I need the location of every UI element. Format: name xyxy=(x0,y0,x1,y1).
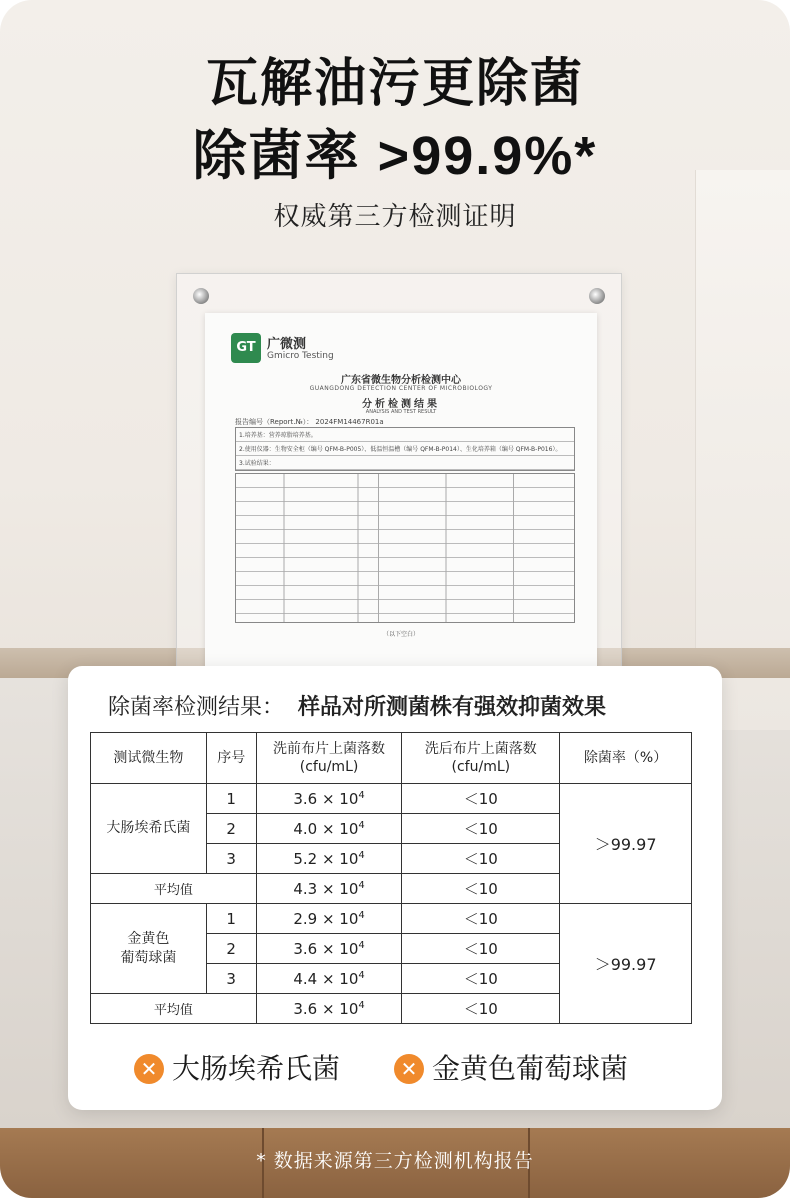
doc-center-name: 广东省微生物分析检测中心 xyxy=(341,375,461,386)
table-header-row xyxy=(91,733,692,784)
doc-brand-en: Gmicro Testing xyxy=(267,351,334,361)
before-cell: $4.4 \times 10^4$ xyxy=(256,964,402,994)
after-cell: ＜10 xyxy=(402,904,560,934)
screw-icon xyxy=(589,288,605,304)
header-rate: 除菌率（%） xyxy=(560,733,692,784)
after-cell: ＜10 xyxy=(402,814,560,844)
doc-center-name-en: GUANGDONG DETECTION CENTER OF MICROBIOLOGY xyxy=(309,385,493,392)
seq-cell: 2 xyxy=(206,814,256,844)
header-after: 洗后布片上菌落数 (cfu/mL) xyxy=(402,733,560,784)
after-cell: ＜10 xyxy=(402,844,560,874)
before-cell: $5.2 \times 10^4$ xyxy=(256,844,402,874)
seq-cell: 1 xyxy=(206,904,256,934)
result-title-value: 样品对所测菌株有强效抑菌效果 xyxy=(298,695,607,720)
doc-end-note: （以下空白） xyxy=(382,631,419,638)
doc-report-number: 报告编号（Report.№）： 2024FM14467R01a xyxy=(235,418,384,426)
headline-subtitle: 权威第三方检测证明 xyxy=(273,202,517,232)
rate-cell: ＞99.97 xyxy=(560,904,692,1024)
doc-brand: 广微测 xyxy=(267,337,307,352)
legend-label: 金黄色葡萄球菌 xyxy=(432,1052,629,1085)
x-circle-icon: ✕ xyxy=(394,1054,424,1084)
doc-line: 1.培养基：营养琼脂培养基。 xyxy=(236,428,574,442)
before-cell: $3.6 \times 10^4$ xyxy=(256,934,402,964)
avg-label: 平均值 xyxy=(91,874,257,904)
before-cell: $3.6 \times 10^4$ xyxy=(256,994,402,1024)
after-cell: ＜10 xyxy=(402,784,560,814)
header-before: 洗前布片上菌落数 (cfu/mL) xyxy=(256,733,402,784)
legend-ecoli xyxy=(134,1052,340,1086)
test-report-document xyxy=(205,313,597,673)
table-row xyxy=(91,784,692,814)
doc-result-table xyxy=(235,473,575,623)
after-cell: ＜10 xyxy=(402,934,560,964)
table-row xyxy=(91,904,692,934)
after-cell: ＜10 xyxy=(402,994,560,1024)
headline-title: 瓦解油污更除菌 xyxy=(205,55,584,113)
after-cell: ＜10 xyxy=(402,964,560,994)
result-table xyxy=(90,732,692,1024)
header-seq: 序号 xyxy=(206,733,256,784)
rate-cell: ＞99.97 xyxy=(560,784,692,904)
doc-result-title-en: ANALYSIS AND TEST RESULT xyxy=(365,409,437,415)
seq-cell: 1 xyxy=(206,784,256,814)
before-cell: $4.3 \times 10^4$ xyxy=(256,874,402,904)
background-cabinet xyxy=(695,170,790,730)
screw-icon xyxy=(193,288,209,304)
doc-result-title: 分析检测结果 xyxy=(362,399,440,410)
seq-cell: 3 xyxy=(206,964,256,994)
headline-rate: 除菌率 >99.9%* xyxy=(192,126,598,186)
seq-cell: 3 xyxy=(206,844,256,874)
gt-logo-icon: GT xyxy=(231,333,261,363)
doc-line: 2.使用仪器：生物安全柜（编号 QFM-B-P005）、低温恒温槽（编号 QFM-B-P014）、生化培养箱（编号 QFM-B-P016）。 xyxy=(236,442,574,456)
footnote: * 数据来源第三方检测机构报告 xyxy=(256,1150,534,1172)
after-cell: ＜10 xyxy=(402,874,560,904)
x-circle-icon: ✕ xyxy=(134,1054,164,1084)
microbe-name: 大肠埃希氏菌 xyxy=(91,784,207,874)
legend-staph xyxy=(394,1052,628,1086)
result-title-label: 除菌率检测结果： xyxy=(108,695,285,720)
header-microbe: 测试微生物 xyxy=(91,733,207,784)
avg-label: 平均值 xyxy=(91,994,257,1024)
legend-label: 大肠埃希氏菌 xyxy=(172,1052,341,1085)
result-card-title xyxy=(108,690,606,721)
before-cell: $3.6 \times 10^4$ xyxy=(256,784,402,814)
before-cell: $4.0 \times 10^4$ xyxy=(256,814,402,844)
doc-method-lines xyxy=(235,427,575,471)
seq-cell: 2 xyxy=(206,934,256,964)
microbe-name: 金黄色 葡萄球菌 xyxy=(91,904,207,994)
doc-line: 3.试验结果： xyxy=(236,456,574,470)
before-cell: $2.9 \times 10^4$ xyxy=(256,904,402,934)
result-card xyxy=(68,666,722,1110)
